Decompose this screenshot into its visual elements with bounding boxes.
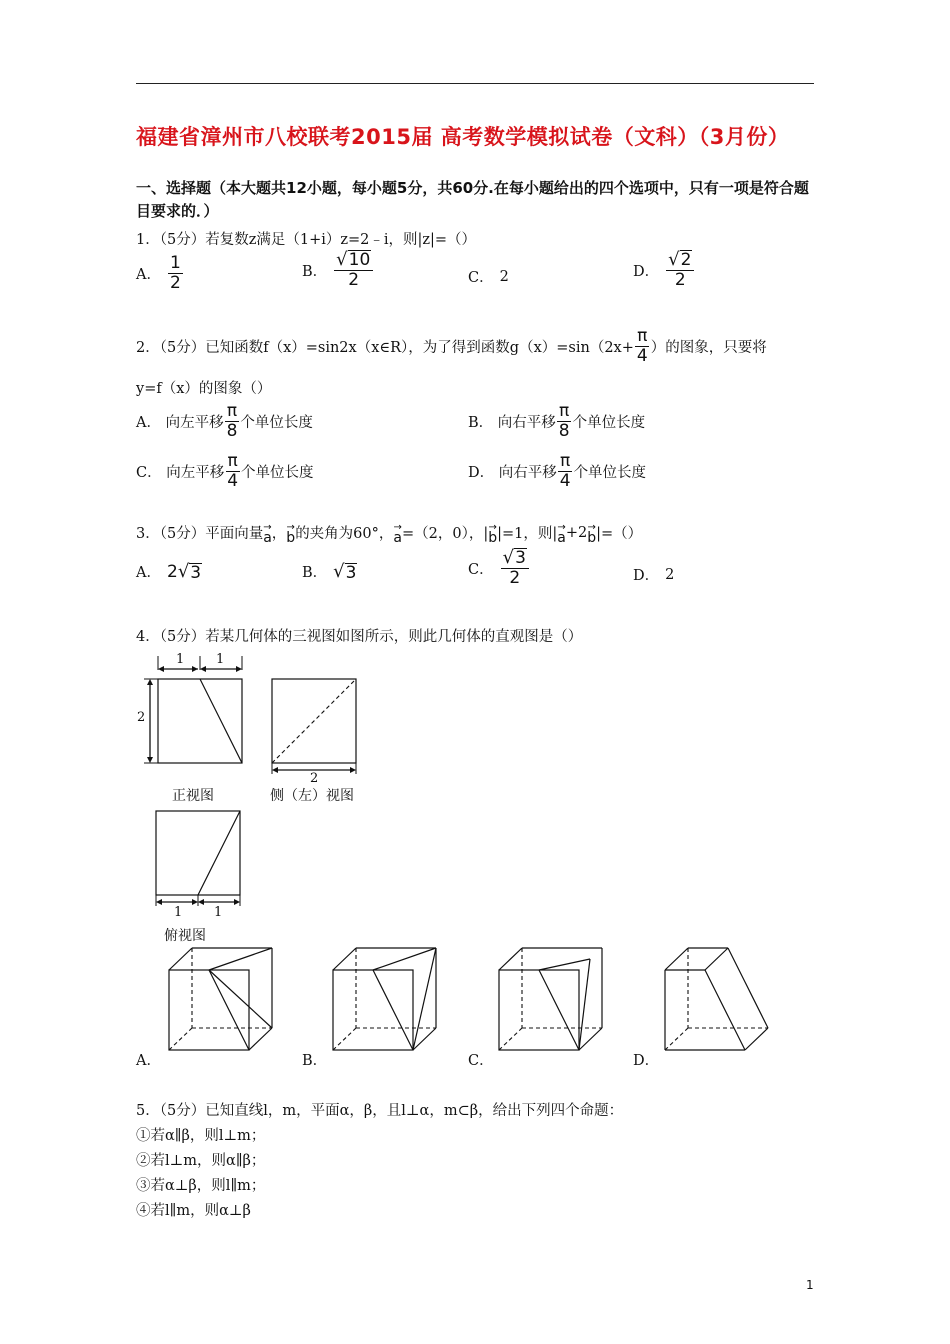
q1-a-numerator: 1 — [169, 253, 181, 273]
q1-c-value: 2 — [499, 268, 509, 285]
q1-a-denominator: 2 — [169, 273, 181, 293]
q1-option-c — [468, 266, 509, 287]
q1-d-radicand: 2 — [680, 250, 692, 270]
q4-option-c-label: C． — [468, 1053, 494, 1069]
q2-option-d: D． 向右平移 $\frac{\pi}{4}$ 个单位长度 — [468, 451, 647, 491]
header-rule — [136, 83, 814, 84]
q5-proposition-4: ④若l∥m，则α⊥β — [136, 1203, 251, 1219]
q2-option-b: B． 向右平移 $\frac{\pi}{8}$ 个单位长度 — [468, 401, 646, 441]
q1-option-c-label: C． — [468, 270, 494, 286]
q1-option-d — [633, 250, 695, 290]
top-dim-1-right: 1 — [214, 905, 223, 920]
side-view-figure — [266, 675, 366, 780]
q3-option-a: A． 2 √ 3 — [136, 561, 202, 583]
page-title: 福建省漳州市八校联考2015届 高考数学模拟试卷（文科）（3月份） — [136, 125, 790, 149]
section-heading: 一、选择题（本大题共12小题，每小题5分，共60分.在每小题给出的四个选项中，只有一项是符合题目要求的．） — [136, 179, 809, 220]
front-dim-1-left: 1 — [176, 652, 185, 667]
q1-option-d-label: D． — [633, 263, 660, 280]
front-view-caption: 正视图 — [172, 788, 214, 804]
vector-a: → a — [263, 521, 272, 546]
side-view-caption: 侧（左）视图 — [270, 788, 354, 804]
question-4-stem: 4．（5分）若某几何体的三视图如图所示，则此几何体的直观图是（） — [136, 629, 583, 645]
question-2-stem: 2．（5分）已知函数f（x）=sin2x（x∈R），为了得到函数g（x）=sin（2x+ $\frac{\pi}{4}$ ）的图象，只要将 — [136, 326, 767, 366]
question-3-stem: 3．（5分）平面向量 → a ， → b 的夹角为60°， → a =（2，0），| → b |=1，则| → a +2 → b |=（） — [136, 521, 643, 546]
q3-option-b: B． √ 3 — [302, 561, 357, 583]
q4-option-d-figure — [662, 945, 772, 1060]
q1-option-b — [302, 250, 374, 290]
q1-b-denominator: 2 — [348, 270, 360, 290]
q5-proposition-1: ①若α∥β，则l⊥m； — [136, 1128, 266, 1144]
top-view-caption: 俯视图 — [164, 928, 206, 944]
q3-option-d: D． 2 — [633, 566, 675, 584]
q3-option-c: C． √ 3 2 — [468, 548, 530, 588]
front-view-figure — [136, 652, 251, 772]
q4-option-c-figure — [496, 945, 606, 1060]
top-view-figure — [150, 807, 250, 912]
q2-option-a: A． 向左平移 $\frac{\pi}{8}$ 个单位长度 — [136, 401, 313, 441]
q1-d-denominator: 2 — [674, 270, 686, 290]
q2-stem-fraction: $\frac{\pi}{4}$ — [636, 326, 648, 366]
q5-proposition-2: ②若l⊥m，则α∥β； — [136, 1153, 266, 1169]
vector-b: → b — [286, 521, 296, 546]
side-dim-2: 2 — [310, 771, 319, 786]
q4-option-a-label: A． — [136, 1053, 161, 1069]
question-1-stem: 1．（5分）若复数z满足（1+i）z=2﹣i，则|z|=（） — [136, 232, 477, 248]
front-dim-2: 2 — [137, 710, 146, 725]
q1-option-a — [136, 254, 184, 293]
page-number: 1 — [806, 1278, 814, 1292]
q4-option-b-label: B． — [302, 1053, 328, 1069]
q1-option-d-fraction: √ 2 2 — [666, 250, 694, 290]
q4-option-a-figure — [166, 945, 276, 1060]
q1-option-b-fraction: √ 10 2 — [334, 250, 373, 290]
q1-option-a-label: A． — [136, 267, 161, 283]
q1-b-radicand: 10 — [348, 250, 371, 270]
question-2-stem-line2: y=f（x）的图象（） — [136, 381, 272, 397]
top-dim-1-left: 1 — [174, 905, 183, 920]
q4-option-b-figure — [330, 945, 440, 1060]
q1-option-b-label: B． — [302, 263, 328, 280]
q2-option-c: C． 向左平移 $\frac{\pi}{4}$ 个单位长度 — [136, 451, 314, 491]
q1-option-a-fraction — [168, 254, 183, 293]
q4-option-d-label: D． — [633, 1053, 660, 1069]
q5-proposition-3: ③若α⊥β，则l∥m； — [136, 1178, 266, 1194]
question-5-stem: 5．（5分）已知直线l，m，平面α，β，且l⊥α，m⊂β，给出下列四个命题： — [136, 1103, 624, 1119]
front-dim-1-right: 1 — [216, 652, 225, 667]
